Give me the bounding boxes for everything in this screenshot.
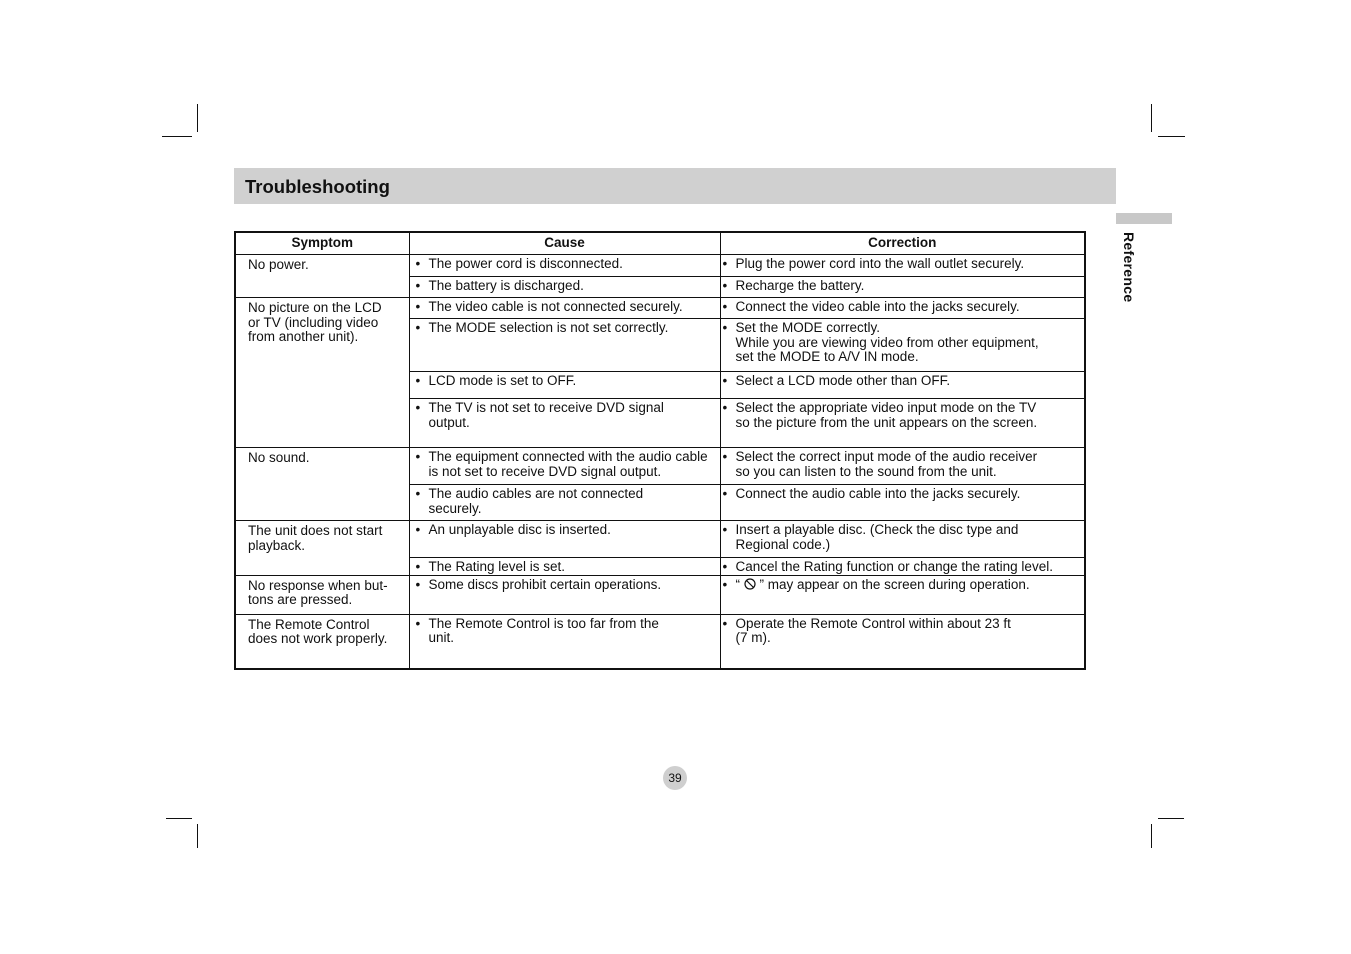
- symptom-cell: [235, 521, 409, 576]
- crop-mark: [1158, 818, 1184, 819]
- bullet-icon: •: [722, 486, 728, 501]
- bullet-icon: •: [722, 320, 728, 335]
- cause-text: The Rating level is set.: [428, 559, 566, 574]
- table-row: [235, 448, 1085, 485]
- cause-cell: [409, 558, 720, 576]
- cause-text: The video cable is not connected securely.: [428, 299, 683, 314]
- symptom-text: The unit does not start playback.: [248, 523, 383, 553]
- bullet-icon: •: [722, 373, 728, 388]
- bullet-icon: •: [415, 400, 421, 415]
- bullet-icon: •: [415, 449, 421, 464]
- correction-text: Connect the audio cable into the jacks securely.: [735, 486, 1021, 501]
- correction-cell: [720, 558, 1085, 576]
- correction-text: Set the MODE correctly. While you are viewing video from other equipment, set the MODE to A/V IN mode.: [735, 320, 1039, 364]
- correction-text: [736, 578, 1081, 593]
- crop-mark: [162, 136, 192, 137]
- bullet-icon: •: [722, 299, 728, 314]
- correction-text: Recharge the battery.: [735, 278, 865, 293]
- bullet-icon: •: [722, 278, 728, 293]
- symptom-cell: [235, 448, 409, 521]
- correction-suffix: ” may appear on the screen during operation.: [755, 576, 1030, 592]
- correction-text: Operate the Remote Control within about 23 ft (7 m).: [735, 615, 1011, 645]
- symptom-text: No power.: [248, 257, 309, 272]
- correction-text: Select the correct input mode of the audio receiver so you can listen to the sound from the unit.: [735, 449, 1038, 479]
- correction-text: Insert a playable disc. (Check the disc type and Regional code.): [735, 522, 1019, 552]
- bullet-icon: •: [415, 256, 421, 271]
- crop-mark: [1151, 824, 1152, 848]
- correction-text: Select the appropriate video input mode on the TV so the picture from the unit appears on the screen.: [735, 400, 1038, 430]
- correction-cell: [720, 255, 1085, 277]
- cause-cell: [409, 448, 720, 485]
- side-tab-marker: [1116, 213, 1172, 224]
- cause-text: The battery is discharged.: [428, 278, 584, 293]
- correction-cell: [720, 485, 1085, 521]
- correction-text: Select a LCD mode other than OFF.: [735, 373, 951, 388]
- cause-text: An unplayable disc is inserted.: [428, 522, 611, 537]
- bullet-icon: •: [415, 576, 421, 592]
- crop-mark: [1151, 104, 1152, 132]
- cause-text: The Remote Control is too far from the unit.: [428, 615, 659, 645]
- crop-mark: [197, 824, 198, 848]
- cause-text: The equipment connected with the audio cable is not set to receive DVD signal output.: [428, 449, 708, 479]
- cause-text: The TV is not set to receive DVD signal output.: [428, 400, 664, 430]
- cause-text: Some discs prohibit certain operations.: [428, 576, 662, 592]
- correction-prefix: “: [735, 576, 740, 592]
- troubleshooting-table: [234, 231, 1086, 670]
- correction-cell: [720, 298, 1085, 319]
- table-row: [235, 255, 1085, 277]
- correction-cell: [720, 399, 1085, 448]
- cause-cell: [409, 319, 720, 372]
- page-title: Troubleshooting: [245, 176, 390, 197]
- cause-cell: [409, 485, 720, 521]
- cause-cell: [409, 372, 720, 399]
- crop-mark: [197, 104, 198, 132]
- bullet-icon: •: [415, 373, 421, 388]
- table-row: [235, 575, 1085, 614]
- bullet-icon: •: [722, 256, 728, 271]
- crop-mark: [1158, 136, 1185, 137]
- symptom-text: No sound.: [248, 450, 310, 465]
- cause-cell: [409, 399, 720, 448]
- column-header-correction: Correction: [720, 232, 1085, 255]
- bullet-icon: •: [415, 320, 421, 335]
- correction-cell: [720, 575, 1085, 614]
- cause-cell: [409, 521, 720, 558]
- bullet-icon: •: [722, 615, 728, 631]
- correction-cell: [720, 614, 1085, 669]
- bullet-icon: •: [722, 576, 728, 592]
- table-row: [235, 298, 1085, 319]
- table-row: [235, 614, 1085, 669]
- cause-cell: [409, 255, 720, 277]
- column-header-symptom: Symptom: [235, 232, 409, 255]
- correction-text: Cancel the Rating function or change the rating level.: [735, 559, 1053, 574]
- correction-cell: [720, 372, 1085, 399]
- page-number: 39: [663, 766, 687, 790]
- symptom-cell: [235, 614, 409, 669]
- symptom-text: No response when but- tons are pressed.: [248, 577, 388, 607]
- side-tab-label: Reference: [1121, 232, 1137, 303]
- bullet-icon: •: [722, 449, 728, 464]
- symptom-text: The Remote Control does not work properly.: [248, 616, 388, 646]
- cause-text: The audio cables are not connected securely.: [428, 486, 644, 516]
- table-header-row: [235, 232, 1085, 255]
- bullet-icon: •: [415, 486, 421, 501]
- symptom-cell: [235, 255, 409, 298]
- crop-mark: [166, 818, 192, 819]
- cause-cell: [409, 277, 720, 298]
- correction-text: Plug the power cord into the wall outlet securely.: [735, 256, 1025, 271]
- correction-cell: [720, 448, 1085, 485]
- section-header: [234, 168, 1116, 204]
- bullet-icon: •: [415, 559, 421, 574]
- column-header-cause: Cause: [409, 232, 720, 255]
- symptom-cell: [235, 575, 409, 614]
- cause-text: The power cord is disconnected.: [428, 256, 623, 271]
- cause-cell: [409, 575, 720, 614]
- bullet-icon: •: [722, 559, 728, 574]
- prohibited-icon: [744, 578, 756, 590]
- table-row: [235, 521, 1085, 558]
- cause-text: The MODE selection is not set correctly.: [428, 320, 669, 335]
- cause-cell: [409, 298, 720, 319]
- symptom-cell: [235, 298, 409, 448]
- bullet-icon: •: [415, 299, 421, 314]
- correction-cell: [720, 521, 1085, 558]
- bullet-icon: •: [415, 278, 421, 293]
- bullet-icon: •: [722, 522, 728, 537]
- bullet-icon: •: [415, 615, 421, 631]
- correction-cell: [720, 277, 1085, 298]
- bullet-icon: •: [415, 522, 421, 537]
- correction-text: Connect the video cable into the jacks securely.: [735, 299, 1020, 314]
- cause-text: LCD mode is set to OFF.: [428, 373, 577, 388]
- bullet-icon: •: [722, 400, 728, 415]
- symptom-text: No picture on the LCD or TV (including video from another unit).: [248, 300, 382, 344]
- table-body: [235, 255, 1085, 670]
- correction-cell: [720, 319, 1085, 372]
- cause-cell: [409, 614, 720, 669]
